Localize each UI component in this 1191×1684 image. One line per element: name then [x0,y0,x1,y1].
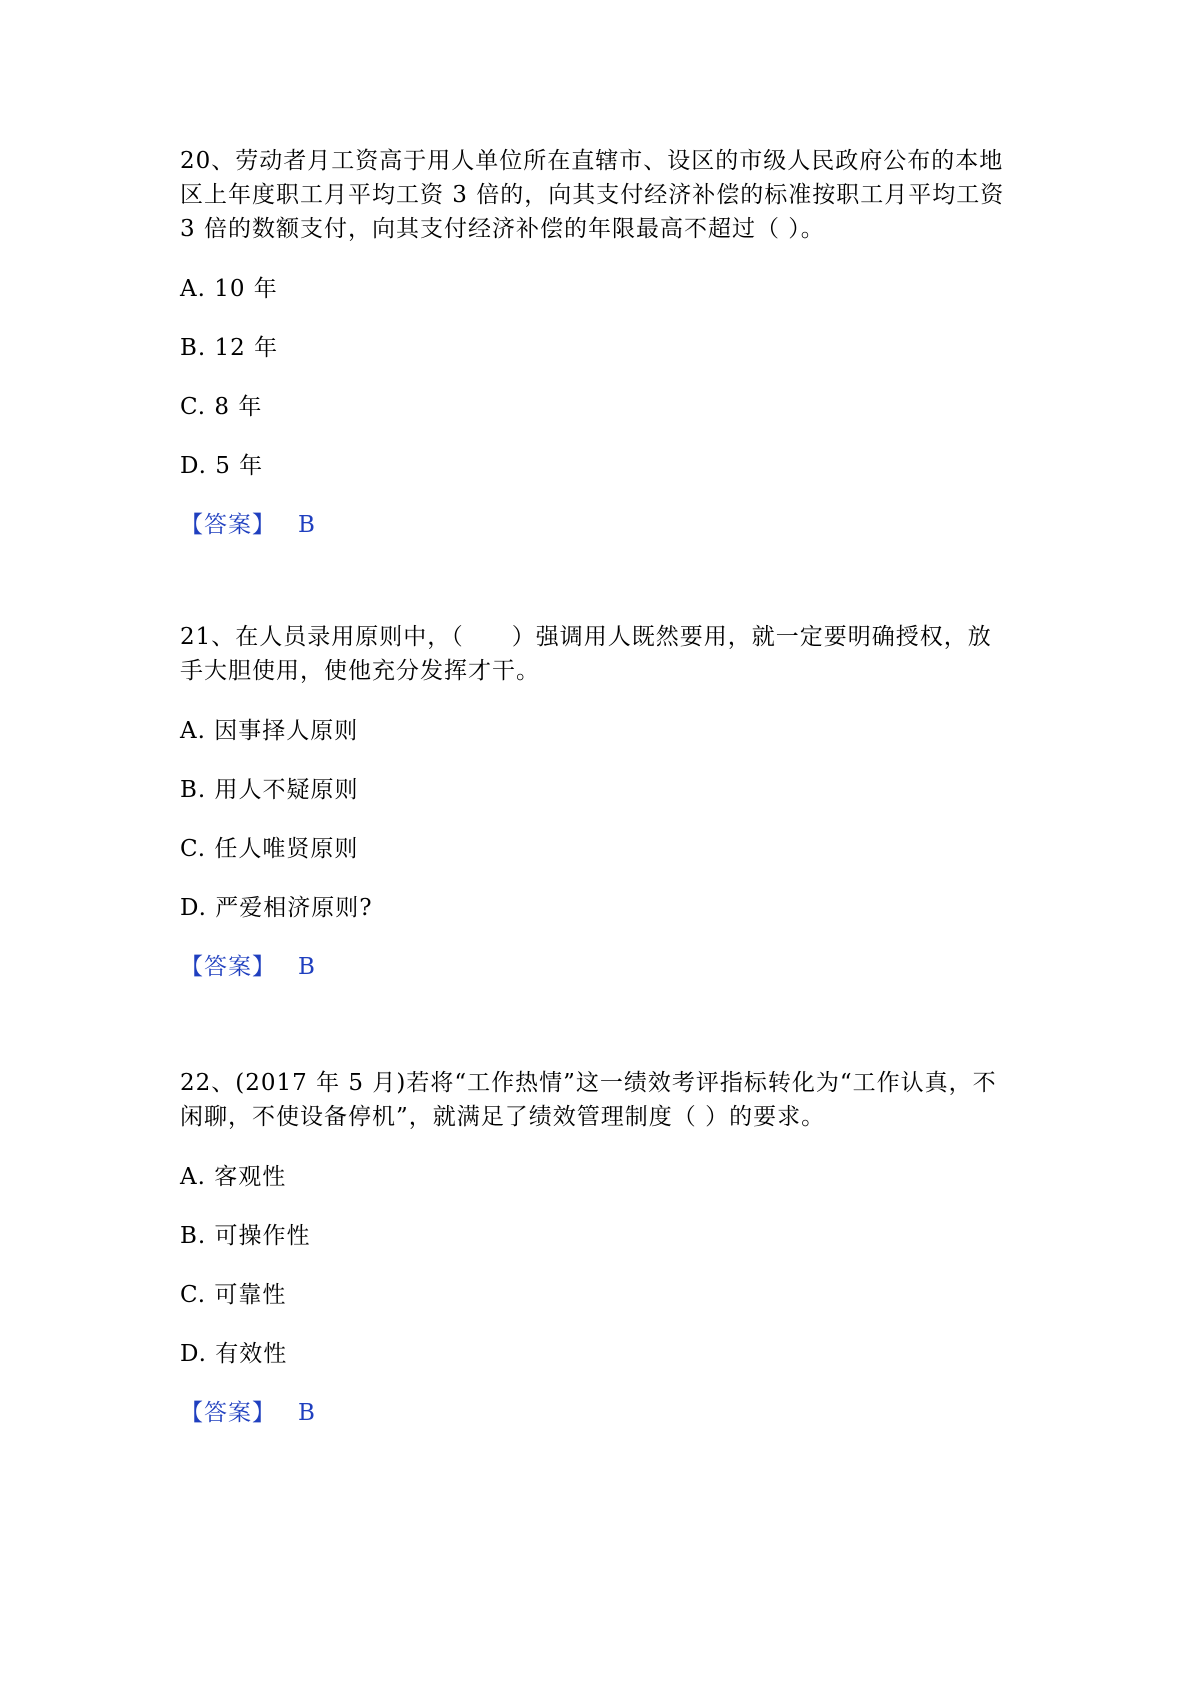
question-20 [180,144,1010,540]
option-list [180,716,1010,923]
answer-label: 【答案】 [180,1400,276,1426]
answer-label: 【答案】 [180,954,276,980]
option-b: B. 12 年 [180,335,279,361]
option-b: B. 用人不疑原则 [180,777,359,803]
option-a: A. 因事择人原则 [180,718,359,744]
question-22 [180,1066,1010,1428]
option-a: A. 客观性 [180,1164,287,1190]
option-b: B. 可操作性 [180,1223,311,1249]
answer-value: B [298,512,316,538]
question-stem: 20、劳动者月工资高于用人单位所在直辖市、设区的市级人民政府公布的本地区上年度职工月平均工资 3 倍的，向其支付经济补偿的标准按职工月平均工资 3 倍的数额支付，向其支付经济补偿的年限最高不超过（ ）。 [180,148,1005,242]
answer-value: B [298,954,316,980]
question-21 [180,620,1010,982]
answer-line [180,510,1010,540]
option-d: D. 5 年 [180,453,264,479]
question-stem: 21、在人员录用原则中，（ ）强调用人既然要用，就一定要明确授权，放手大胆使用，使他充分发挥才干。 [180,624,992,684]
option-c: C. 可靠性 [180,1282,287,1308]
answer-line [180,1398,1010,1428]
option-c: C. 任人唯贤原则 [180,836,359,862]
option-c: C. 8 年 [180,394,263,420]
answer-line [180,952,1010,982]
option-d: D. 严爱相济原则? [180,895,373,921]
option-d: D. 有效性 [180,1341,288,1367]
option-list [180,1162,1010,1369]
option-a: A. 10 年 [180,276,278,302]
answer-label: 【答案】 [180,512,276,538]
question-stem: 22、(2017 年 5 月)若将“工作热情”这一绩效考评指标转化为“工作认真，不闲聊，不使设备停机”，就满足了绩效管理制度（ ）的要求。 [180,1070,997,1130]
option-list [180,274,1010,481]
answer-value: B [298,1400,316,1426]
